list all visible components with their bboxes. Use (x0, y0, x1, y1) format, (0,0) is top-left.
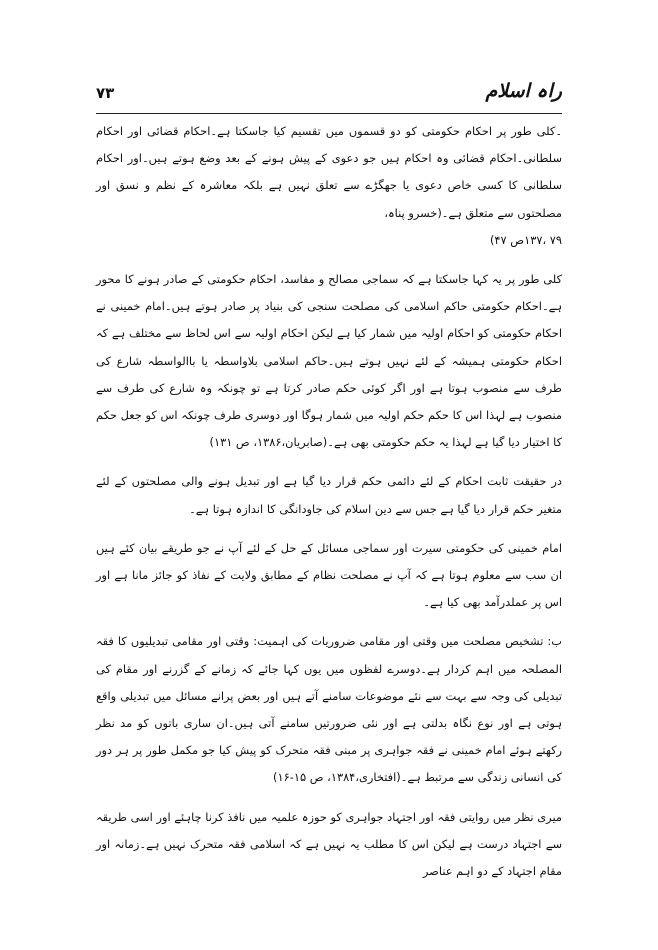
paragraph-1-citation: ۷۹ ،۱۳۷ص ۴۷) (489, 232, 562, 247)
paragraph-1 (96, 118, 562, 254)
paragraph-5 (96, 628, 562, 791)
paragraph-3 (96, 468, 562, 522)
body-text (96, 118, 562, 897)
paragraph-1-text: ۔کلی طور پر احکام حکومتی کو دو قسموں میں تقسیم کیا جاسکتا ہے۔احکام قضائی اور احکام سلطانی۔احکام قضائی وہ احکام ہیں جو دعوی کے پیش ہونے کے بعد وضع ہوتے ہیں۔اور احکام سلطانی کا کسی خاص دعوی یا جھگڑے سے تعلق نہیں ہے بلکہ معاشرہ کے نظم و نسق اور مصلحتوں سے متعلق ہے۔(خسرو پناہ، (96, 124, 562, 220)
header-rule (96, 113, 562, 114)
paragraph-6 (96, 804, 562, 886)
paragraph-4 (96, 535, 562, 617)
running-title: راہ اسلام (485, 80, 562, 102)
paragraph-3-text: در حقیقت ثابت احکام کے لئے دائمی حکم قرار دیا گیا ہے اور تبدیل ہونے والی مصلحتوں کے لئے متغیر حکم قرار دیا گیا ہے جس سے دین اسلام کی جاودانگی کا اندازہ ہوتا ہے۔ (96, 474, 562, 516)
paragraph-6-text: میری نظر میں روایتی فقہ اور اجتہاد جواہری کو حوزہ علمیہ میں نافذ کرنا چاہئے اور اسی طریقہ سے اجتہاد درست ہے لیکن اس کا مطلب یہ نہیں ہے کہ اسلامی فقہ متحرک نہیں ہے۔زمانہ اور مقام اجتہاد کے دو اہم عناصر (96, 809, 562, 879)
paragraph-4-text: امام خمینی کی حکومتی سیرت اور سماجی مسائل کے حل کے لئے آپ نے جو طریقے بیان کئے ہیں ان سب سے معلوم ہوتا ہے کہ آپ نے مصلحت نظام کے مطابق ولایت کے نفاذ کو جائز مانا ہے اور اس پر عملدرآمد بھی کیا ہے۔ (96, 540, 562, 610)
page-header (96, 80, 562, 114)
page-number: ۷۳ (96, 84, 115, 102)
paragraph-2-text: کلی طور پر یہ کہا جاسکتا ہے کہ سماجی مصالح و مفاسد، احکام حکومتی کے صادر ہونے کا محور ہے۔احکام حکومتی حاکم اسلامی کی مصلحت سنجی کی بنیاد پر صادر ہوتے ہیں۔امام خمینی نے احکام حکومتی کو احکام اولیہ میں شمار کیا ہے لیکن احکام اولیہ سے اس لحاظ سے مختلف ہے کہ احکام حکومتی ہمیشہ کے لئے نہیں ہوتے ہیں۔حاکم اسلامی بلاواسطہ یا باالواسطہ شارع کی طرف سے منصوب ہوتا ہے اور اگر کوئی حکم صادر کرتا ہے تو چونکہ وہ شارع کی طرف سے منصوب ہے لہذا اس کا حکم حکم اولیہ میں شمار ہوگا اور دوسری طرف چونکہ اس کو جعل حکم کا اختیار دیا گیا ہے لہذا یہ حکم حکومتی بھی ہے۔(صابریان،۱۳۸۶، ص ۱۳۱) (96, 272, 562, 450)
paragraph-5-text: ب: تشخیص مصلحت میں وقتی اور مقامی ضروریات کی اہمیت: وقتی اور مقامی تبدیلیوں کا فقہ المصلحہ میں اہم کردار ہے۔دوسرے لفظوں میں یوں کہا جائے کہ زمانے کے گزرنے اور مقام کی تبدیلی کی وجہ سے بہت سے نئے موضوعات سامنے آتے ہیں اور بعض پرانے مسائل میں تبدیلی واقع ہوتی ہے اور نوع نگاہ بدلتی ہے اور نئی ضرورتیں سامنے آتی ہیں۔ان ساری باتوں کو مد نظر رکھتے ہوئے امام خمینی نے فقہ جواہری پر مبنی فقہ متحرک کو پیش کیا جو مکمل طور پر ہر دور کی انسانی زندگی سے مرتبط ہے۔(افتخاری،۱۳۸۴، ص ۱۵-۱۶) (96, 634, 562, 785)
paragraph-2 (96, 266, 562, 456)
